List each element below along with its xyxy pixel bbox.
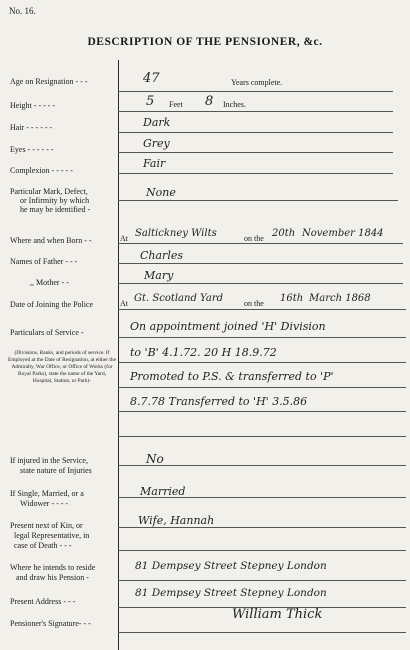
- row-rule: [118, 580, 406, 581]
- marital-value: Married: [140, 485, 186, 498]
- row-rule: [118, 362, 406, 363]
- father-label: Names of Father - - -: [10, 257, 78, 266]
- complexion-value: Fair: [143, 157, 166, 170]
- row-rule: [118, 411, 406, 412]
- present-address-label: Present Address - - -: [10, 597, 76, 606]
- intended-residence-value: 81 Dempsey Street Stepney London: [135, 560, 327, 572]
- height-label: Height - - - - -: [10, 101, 56, 110]
- particular-mark-label-2: or Infirmity by which: [20, 196, 90, 205]
- service-label: Particulars of Service -: [10, 328, 84, 337]
- born-day: 20th: [272, 228, 296, 239]
- row-rule: [118, 91, 393, 92]
- service-line-1: On appointment joined 'H' Division: [130, 320, 326, 333]
- row-rule: [118, 527, 406, 528]
- age-suffix: Years complete.: [231, 78, 283, 87]
- born-at-word: At: [120, 234, 128, 243]
- joining-label: Date of Joining the Police: [10, 300, 94, 309]
- row-rule: [118, 152, 393, 153]
- next-of-kin-label-2: legal Representative, in: [14, 531, 90, 540]
- injured-label-2: state nature of Injuries: [20, 466, 92, 475]
- next-of-kin-label-1: Present next of Kin, or: [10, 521, 83, 530]
- mother-value: Mary: [144, 269, 174, 282]
- height-feet-value: 5: [146, 94, 155, 109]
- joining-on-word: on the: [244, 299, 264, 308]
- joining-day: 16th: [280, 293, 304, 304]
- row-rule: [118, 632, 406, 633]
- injured-value: No: [146, 452, 164, 466]
- present-address-value: 81 Dempsey Street Stepney London: [135, 587, 327, 599]
- row-rule: [118, 243, 403, 244]
- eyes-value: Grey: [143, 137, 170, 150]
- born-label: Where and when Born - -: [10, 236, 92, 245]
- mother-label: ,, Mother - -: [30, 278, 69, 287]
- form-number: No. 16.: [9, 6, 36, 16]
- row-rule: [118, 283, 403, 284]
- row-rule: [118, 550, 406, 551]
- marital-label-1: If Single, Married, or a: [10, 489, 84, 498]
- service-note: (Divisions, Ranks, and periods of service. If Employed at the Date of Resignation, at either the Admiralty, War Office, or Office of Works (for Royal Parks), state the name of the Yard, Hospital, Station, or Park)-: [8, 350, 116, 385]
- row-rule: [118, 436, 406, 437]
- height-feet-word: Feet: [169, 100, 183, 109]
- pensioner-signature: William Thick: [232, 607, 323, 622]
- service-line-3: Promoted to P.S. & transferred to 'P': [130, 370, 334, 383]
- age-label: Age on Resignation - - -: [10, 77, 88, 86]
- particular-mark-label-1: Particular Mark, Defect,: [10, 187, 88, 196]
- height-inches-value: 8: [205, 94, 214, 109]
- hair-label: Hair - - - - - -: [10, 123, 53, 132]
- row-rule: [118, 263, 403, 264]
- page-title: DESCRIPTION OF THE PENSIONER, &c.: [87, 36, 323, 48]
- father-value: Charles: [140, 249, 183, 262]
- age-value: 47: [143, 71, 160, 86]
- row-rule: [118, 111, 393, 112]
- hair-value: Dark: [143, 116, 171, 129]
- born-month-year: November 1844: [302, 228, 384, 239]
- injured-label-1: If injured in the Service,: [10, 456, 88, 465]
- joining-month-year: March 1868: [309, 293, 371, 304]
- intended-residence-label-2: and draw his Pension -: [16, 573, 89, 582]
- next-of-kin-label-3: case of Death - - -: [14, 541, 72, 550]
- particular-mark-value: None: [146, 186, 176, 199]
- intended-residence-label-1: Where he intends to reside: [10, 563, 96, 572]
- row-rule: [118, 337, 406, 338]
- column-divider: [118, 60, 119, 650]
- born-place: Saltickney Wilts: [135, 228, 217, 239]
- eyes-label: Eyes - - - - - -: [10, 145, 54, 154]
- height-inches-word: Inches.: [223, 100, 246, 109]
- service-line-2: to 'B' 4.1.72. 20 H 18.9.72: [130, 346, 277, 359]
- row-rule: [118, 200, 398, 201]
- row-rule: [118, 132, 393, 133]
- complexion-label: Complexion - - - - -: [10, 166, 73, 175]
- joining-at-word: At: [120, 299, 128, 308]
- signature-label: Pensioner's Signature- - -: [10, 619, 91, 628]
- service-line-4: 8.7.78 Transferred to 'H' 3.5.86: [130, 395, 308, 408]
- marital-label-2: Widower - - - -: [20, 499, 69, 508]
- born-on-word: on the: [244, 234, 264, 243]
- joining-place: Gt. Scotland Yard: [134, 293, 224, 304]
- row-rule: [118, 173, 393, 174]
- row-rule: [118, 387, 406, 388]
- next-of-kin-value: Wife, Hannah: [138, 514, 215, 527]
- row-rule: [118, 309, 406, 310]
- particular-mark-label-3: he may be identified -: [20, 205, 91, 214]
